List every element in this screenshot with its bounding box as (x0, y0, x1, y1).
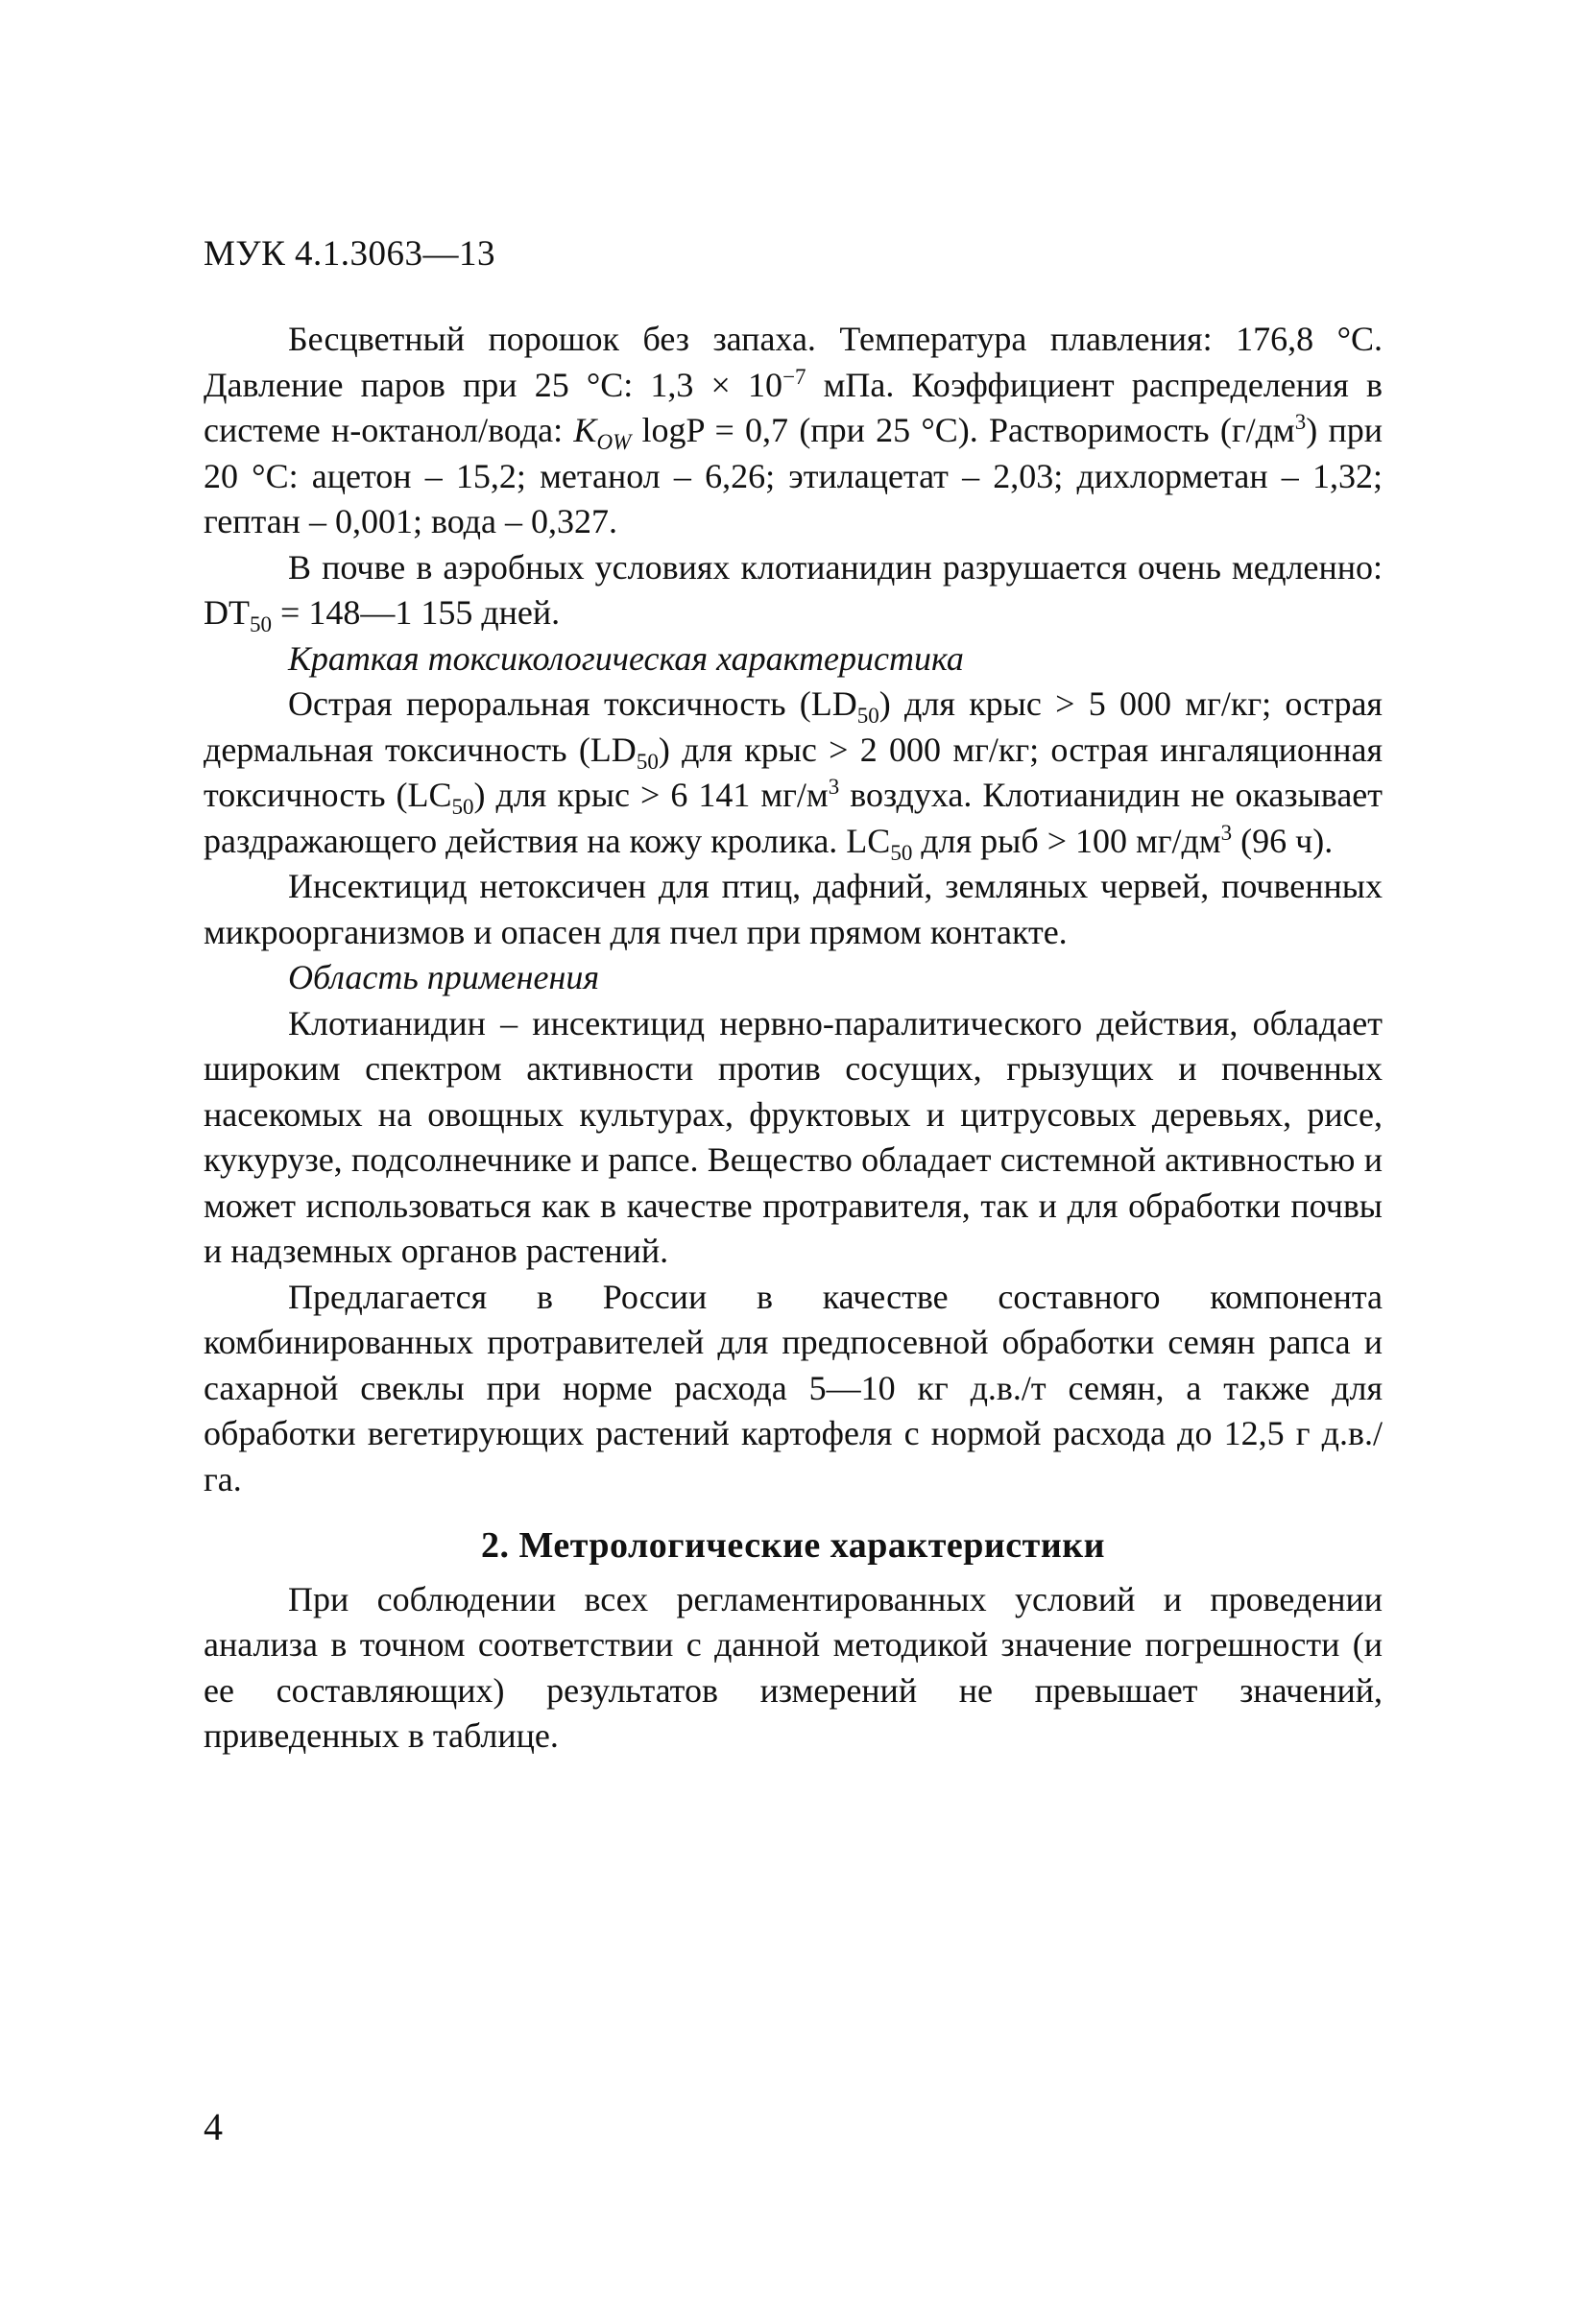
scope-subheading: Область применения (288, 958, 600, 996)
toxicology-subheading: Краткая токсикологическая характеристика (288, 638, 964, 678)
section-2-title: 2. Метрологические характеристики (480, 1525, 1106, 1566)
ecotoxicity-paragraph: Инсектицид нетоксичен для птиц, дафний, земляных червей, почвенных микроорганизмов и опасен для пчел при прямом контакте. (204, 867, 1383, 951)
physical-properties-paragraph: Бесцветный порошок без запаха. Температура плавления: 176,8 °С. Давление паров при 25 °С: $1,3 \times 10^{-7}$ мПа. Коэффициент распределения в системе н-октанол/вода: $K_{OW}$ logP = 0,7 (при 25 °С). Растворимость $(г/дм^3)$ при 20 °С: ацетон – 15,2; метанол – 6,26; этилацетат – 2,03; дихлорметан – 1,32; гептан – 0,001; вода – 0,327. (204, 320, 1383, 540)
application-paragraph: Клотианидин – инсектицид нервно-паралитического действия, обладает широким спектром активности против сосущих, грызущих и почвенных насекомых на овощных культурах, фруктовых и цитрусовых деревьях, рисе, кукурузе, подсолнечнике и рапсе. Вещество обладает системной активностью и может использоваться как в качестве протравителя, так и для обработки почвы и надземных органов растений. (204, 1003, 1383, 1270)
russia-usage-paragraph: Предлагается в России в качестве составного компонента комбинированных протравителей для предпосевной обработки семян рапса и сахарной свеклы при норме расхода 5—10 кг д.в./т семян, а также для обработки вегетирующих растений картофеля с нормой расхода до 12,5 г д.в./га. (204, 1277, 1383, 1498)
metrology-paragraph: При соблюдении всех регламентированных условий и проведении анализа в точном соответствии с данной методикой значение погрешности (и ее составляющих) результатов измерений не превышает значений, приведенных в таблице. (204, 1579, 1383, 1755)
page-content (204, 317, 1383, 1760)
page-number: 4 (204, 2105, 223, 2148)
toxicity-paragraph: Острая пероральная токсичность $(LD_{50})$ для крыс > 5 000 мг/кг; острая дермальная токсичность $(LD_{50})$ для крыс > 2 000 мг/кг; острая ингаляционная токсичность $(LC_{50})$ для крыс > 6 141 $мг/м^3$ воздуха. Клотианидин не оказывает раздражающего действия на кожу кролика. $LC_{50}$ для рыб > 100 $мг/дм^3$ (96 ч). (204, 684, 1383, 865)
soil-degradation-paragraph: В почве в аэробных условиях клотианидин разрушается очень медленно: $DT_{50}$ = 148—1 155 дней. (204, 547, 1383, 637)
document-code-header: МУК 4.1.3063—13 (204, 234, 496, 274)
